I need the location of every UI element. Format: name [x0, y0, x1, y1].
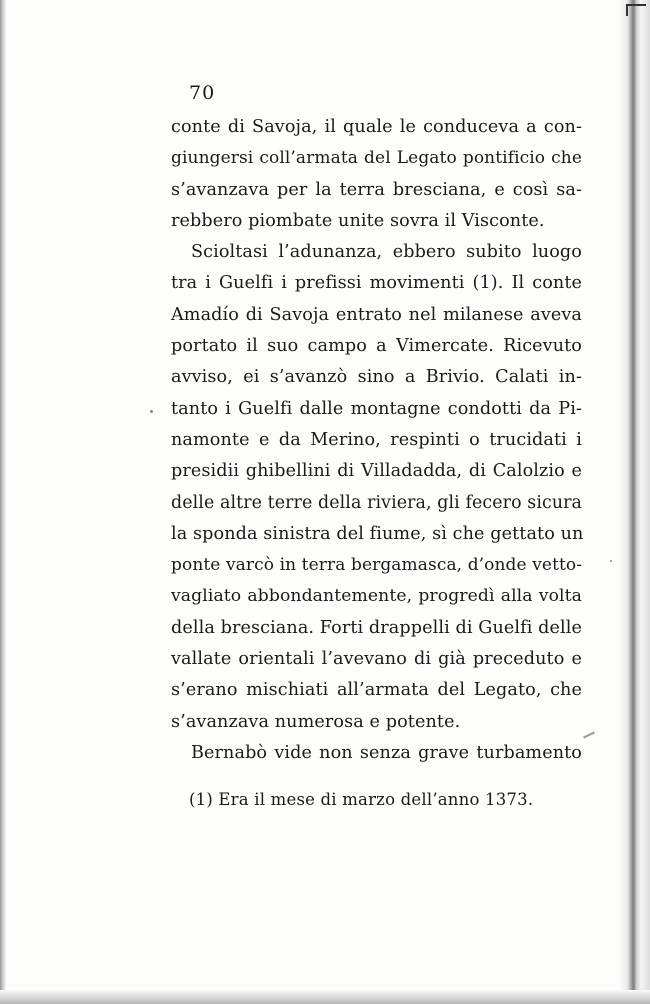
text-line: tanto i Guelfi dalle montagne condotti da Pi-	[171, 398, 582, 419]
scan-edge-left	[0, 0, 6, 1004]
text-line: tra i Guelfi i prefissi movimenti (1). Il conte	[171, 273, 582, 294]
body-text	[171, 112, 582, 769]
text-line: s’erano mischiati all’armata del Legato, che	[171, 680, 582, 701]
text-line: Bernabò vide non senza grave turbamento	[191, 742, 582, 763]
scan-corner-mark	[626, 4, 646, 16]
text-line: avviso, ei s’avanzò sino a Brivio. Calati in-	[171, 367, 582, 388]
text-line: s’avanzava per la terra bresciana, e così sa-	[171, 179, 582, 200]
text-line: della bresciana. Forti drappelli di Guelfi delle	[171, 617, 582, 638]
text-line: delle altre terre della riviera, gli fecero sicura	[171, 492, 582, 513]
page-number: 70	[189, 82, 216, 104]
text-line: Scioltasi l’adunanza, ebbero subito luogo	[191, 242, 582, 263]
footnote: (1) Era il mese di marzo dell’anno 1373.	[189, 790, 534, 809]
text-line: Amadío di Savoja entrato nel milanese aveva	[171, 304, 582, 325]
text-line: ponte varcò in terra bergamasca, d’onde vetto-	[171, 555, 583, 576]
text-line: rebbero piombate unite sovra il Visconte.	[171, 210, 545, 231]
scan-edge-bottom	[0, 990, 650, 1004]
text-line: presidii ghibellini di Villadadda, di Calolzio e	[171, 461, 582, 482]
text-line: conte di Savoja, il quale le conduceva a con-	[171, 117, 582, 137]
paper-speck	[610, 560, 612, 562]
text-line: vagliato abbondantemente, progredì alla volta	[171, 586, 582, 607]
ink-mark	[583, 732, 595, 739]
text-line: namonte e da Merino, respinti o trucidati i	[171, 429, 582, 450]
text-line: s’avanzava numerosa e potente.	[171, 711, 461, 732]
text-line: la sponda sinistra del fiume, sì che gettato un	[171, 523, 584, 544]
paper-speck	[150, 410, 153, 413]
text-line: giungersi coll’armata del Legato pontificio che	[171, 148, 582, 169]
text-line: portato il suo campo a Vimercate. Ricevuto	[171, 336, 582, 357]
scan-edge-right	[620, 0, 650, 1004]
text-line: vallate orientali l’avevano di già preceduto e	[171, 649, 582, 670]
